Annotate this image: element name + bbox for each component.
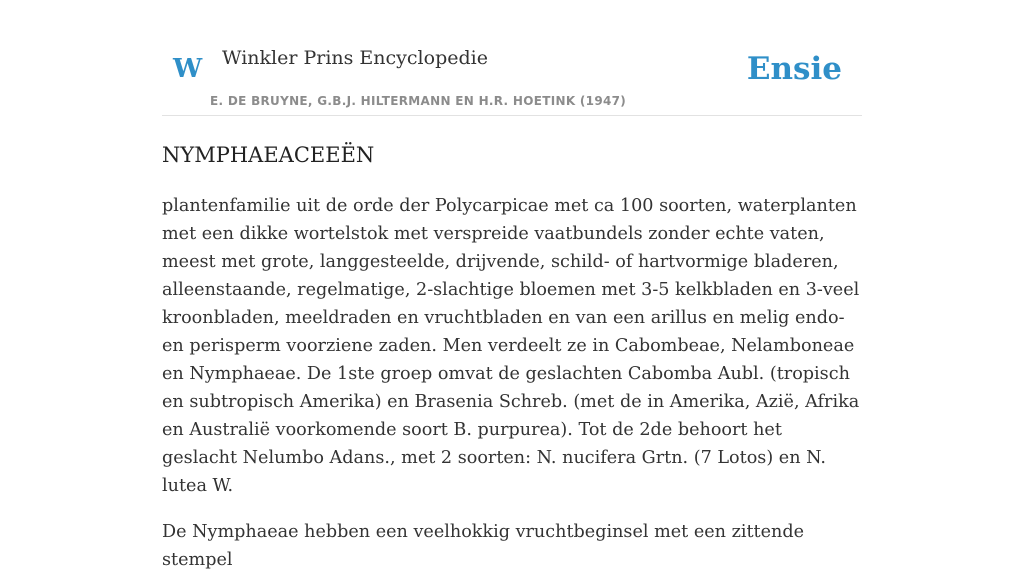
site-header <box>162 0 862 116</box>
winkler-prins-logo[interactable]: W <box>173 54 203 84</box>
article-paragraph: De Nymphaeae hebben een veelhokkig vruchtbeginsel met een zittende stempel <box>162 522 805 570</box>
article-paragraph: plantenfamilie uit de orde der Polycarpicae met ca 100 soorten, waterplanten met een dikke wortelstok met verspreide vaatbundels zonder echte vaten, meest met grote, langgesteelde, drijvende, schild- of hartvormige bladeren, alleenstaande, regelmatige, 2-slachtige bloemen met 3-5 kelkbladen en 3-veel kroonbladen, meeldraden en vruchtbladen en van een arillus en melig endo- en perisperm voorziene zaden. Men verdeelt ze in Cabombeae, Nelamboneae en Nymphaeae. De 1ste groep omvat de geslachten Cabomba Aubl. (tropisch en subtropisch Amerika) en Brasenia Schreb. (met de in Amerika, Azië, Afrika en Australië voorkomende soort B. purpurea). Tot de 2de behoort het geslacht Nelumbo Adans., met 2 soorten: N. nucifera Grtn. (7 Lotos) en N. lutea W. <box>162 196 860 496</box>
encyclopedia-title[interactable]: Winkler Prins Encyclopedie <box>222 47 488 69</box>
authors-line: E. DE BRUYNE, G.B.J. HILTERMANN EN H.R. HOETINK (1947) <box>210 94 627 108</box>
ensie-logo[interactable]: Ensie <box>746 51 842 87</box>
article <box>162 138 862 574</box>
article-title: NYMPHAEACEEËN <box>162 143 375 167</box>
